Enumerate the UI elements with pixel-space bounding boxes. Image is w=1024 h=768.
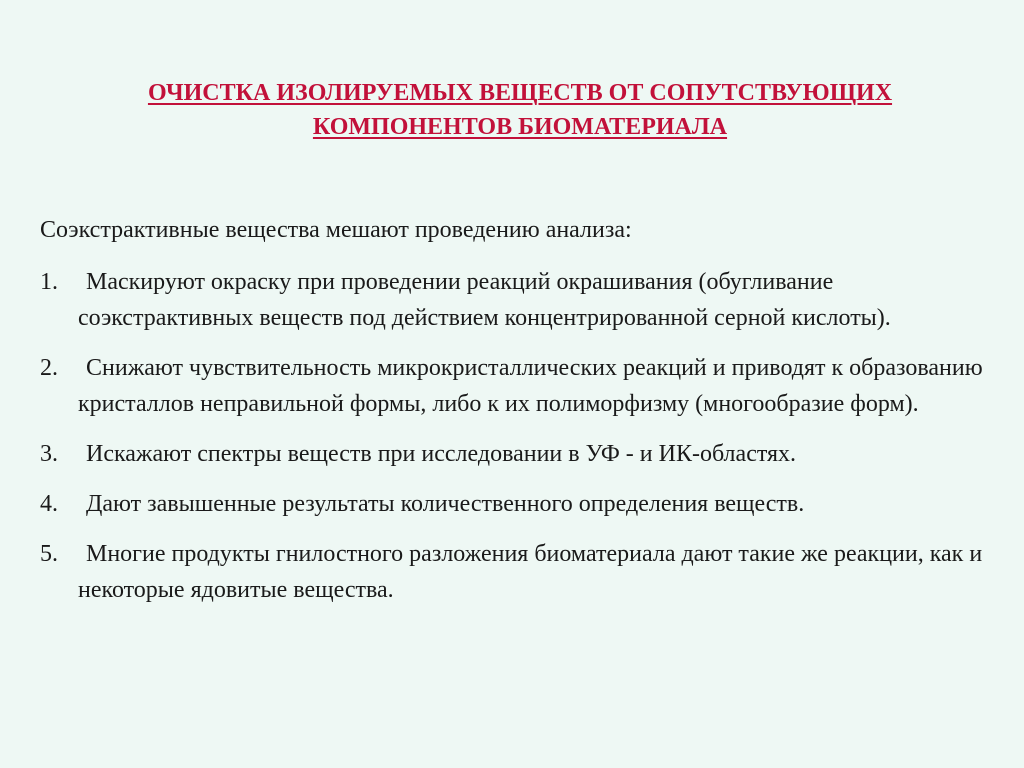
list-item-5	[40, 536, 990, 608]
slide-title-line-2: КОМПОНЕНТОВ БИОМАТЕРИАЛА	[312, 114, 728, 140]
list-item-text: Дают завышенные результаты количественного определения веществ.	[86, 491, 805, 517]
list-item-number: 3.	[40, 441, 58, 467]
numbered-list	[40, 264, 990, 622]
list-item-3	[40, 436, 990, 472]
list-item-2	[40, 350, 990, 422]
list-item-text: Снижают чувствительность микрокристаллических реакций и приводят к образованию кристаллов неправильной формы, либо к их полиморфизму (многообразие форм).	[78, 355, 983, 417]
list-item-4	[40, 486, 990, 522]
list-item-number: 4.	[40, 491, 58, 517]
intro-text: Соэкстрактивные вещества мешают проведению анализа:	[40, 217, 632, 243]
list-item-number: 2.	[40, 355, 58, 381]
list-item-number: 5.	[40, 541, 58, 567]
slide-title	[40, 76, 1000, 144]
list-item-text: Маскируют окраску при проведении реакций окрашивания (обугливание соэкстрактивных веществ под действием концентрированной серной кислоты).	[78, 269, 891, 331]
list-item-1	[40, 264, 990, 336]
slide-title-line-1: ОЧИСТКА ИЗОЛИРУЕМЫХ ВЕЩЕСТВ ОТ СОПУТСТВУЮЩИХ	[147, 80, 893, 106]
list-item-number: 1.	[40, 269, 58, 295]
list-item-text: Искажают спектры веществ при исследовании в УФ - и ИК-областях.	[86, 441, 797, 467]
list-item-text: Многие продукты гнилостного разложения биоматериала дают такие же реакции, как и некоторые ядовитые вещества.	[78, 541, 983, 603]
